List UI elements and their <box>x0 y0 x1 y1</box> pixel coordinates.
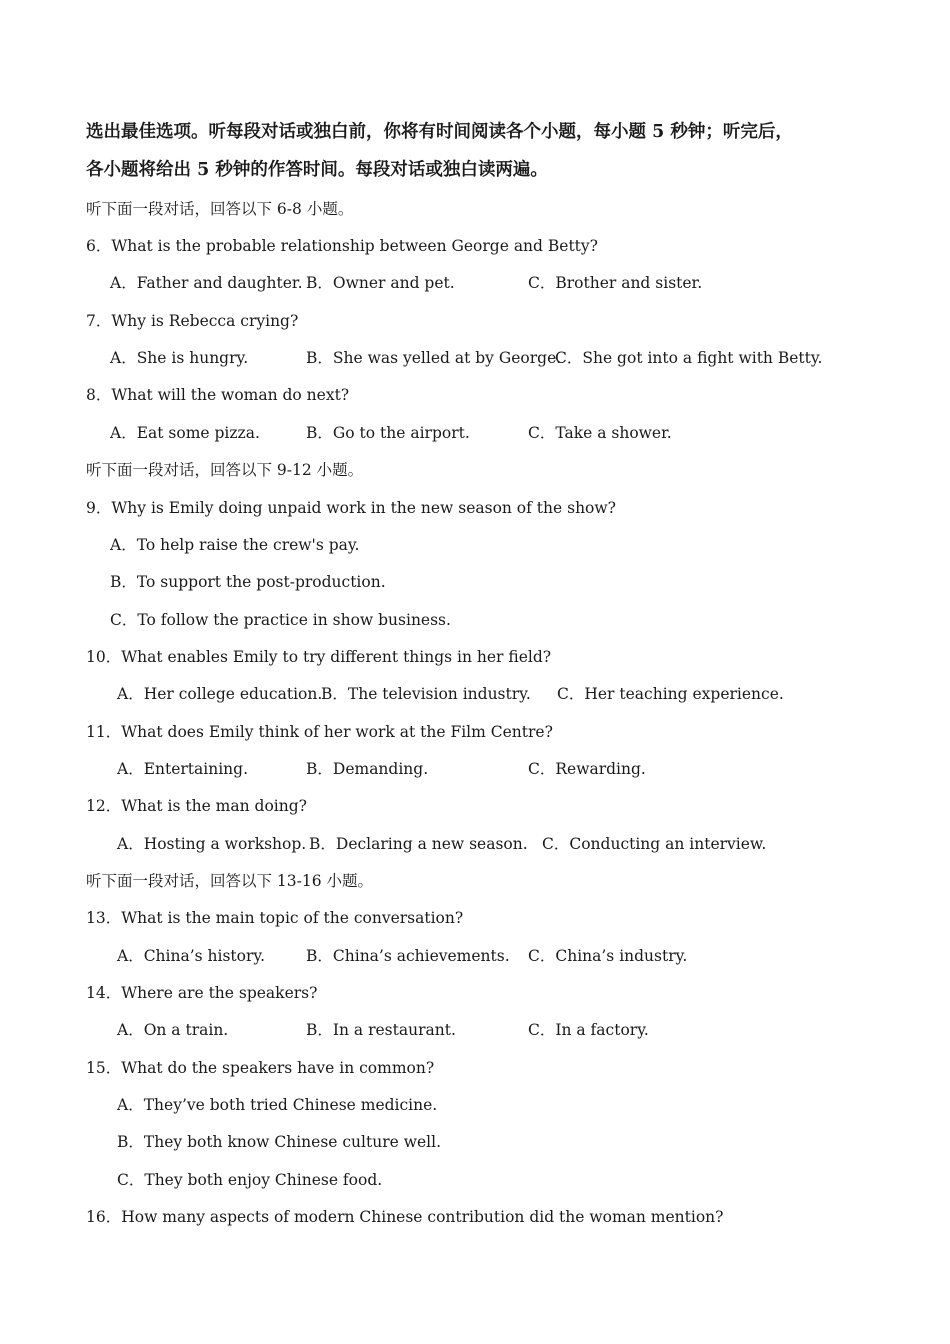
q9-option-c: C．To follow the practice in show business. <box>110 611 451 629</box>
q6-option-b: B．Owner and pet. <box>306 274 455 292</box>
q8-option-a: A．Eat some pizza. <box>110 424 260 442</box>
question-8: 8．What will the woman do next? <box>86 386 350 404</box>
q11-option-a: A．Entertaining. <box>117 760 249 778</box>
question-9: 9．Why is Emily doing unpaid work in the new season of the show? <box>86 499 616 517</box>
q12-option-b: B．Declaring a new season. <box>309 835 528 853</box>
question-11: 11．What does Emily think of her work at the Film Centre? <box>86 723 553 741</box>
question-6: 6．What is the probable relationship between George and Betty? <box>86 237 598 255</box>
q8-option-b: B．Go to the airport. <box>306 424 470 442</box>
question-7: 7．Why is Rebecca crying? <box>86 312 299 330</box>
q10-option-b: B．The television industry. <box>321 685 531 703</box>
q10-option-c: C．Her teaching experience. <box>557 685 784 703</box>
q14-option-b: B．In a restaurant. <box>306 1021 456 1039</box>
q11-option-c: C．Rewarding. <box>528 760 646 778</box>
q7-option-c: C．She got into a fight with Betty. <box>555 349 823 367</box>
section-label: 听下面一段对话，回答以下 9-12 小题。 <box>86 461 364 479</box>
q9-option-a: A．To help raise the crew's pay. <box>110 536 360 554</box>
q14-option-a: A．On a train. <box>117 1021 229 1039</box>
question-15: 15．What do the speakers have in common? <box>86 1059 435 1077</box>
instructions-line-2: 各小题将给出 5 秒钟的作答时间。每段对话或独白读两遍。 <box>86 160 548 180</box>
q6-option-c: C．Brother and sister. <box>528 274 703 292</box>
question-14: 14．Where are the speakers? <box>86 984 318 1002</box>
q13-option-c: C．China’s industry. <box>528 947 688 965</box>
question-13: 13．What is the main topic of the conversation? <box>86 909 464 927</box>
q15-option-a: A．They’ve both tried Chinese medicine. <box>117 1096 438 1114</box>
q13-option-a: A．China’s history. <box>117 947 266 965</box>
question-10: 10．What enables Emily to try different things in her field? <box>86 648 552 666</box>
q12-option-c: C．Conducting an interview. <box>542 835 767 853</box>
instructions-line-1: 选出最佳选项。听每段对话或独白前，你将有时间阅读各个小题，每小题 5 秒钟；听完后， <box>86 122 793 142</box>
q9-option-b: B．To support the post-production. <box>110 573 386 591</box>
q7-option-a: A．She is hungry. <box>110 349 249 367</box>
section-label: 听下面一段对话，回答以下 6-8 小题。 <box>86 200 354 218</box>
q6-option-a: A．Father and daughter. <box>110 274 303 292</box>
question-12: 12．What is the man doing? <box>86 797 307 815</box>
q7-option-b: B．She was yelled at by George. <box>306 349 562 367</box>
q15-option-c: C．They both enjoy Chinese food. <box>117 1171 383 1189</box>
q12-option-a: A．Hosting a workshop. <box>117 835 307 853</box>
question-16: 16．How many aspects of modern Chinese contribution did the woman mention? <box>86 1208 724 1226</box>
q11-option-b: B．Demanding. <box>306 760 429 778</box>
q8-option-c: C．Take a shower. <box>528 424 672 442</box>
q14-option-c: C．In a factory. <box>528 1021 649 1039</box>
q15-option-b: B．They both know Chinese culture well. <box>117 1133 441 1151</box>
q10-option-a: A．Her college education. <box>117 685 323 703</box>
q13-option-b: B．China’s achievements. <box>306 947 510 965</box>
section-label: 听下面一段对话，回答以下 13-16 小题。 <box>86 872 374 890</box>
